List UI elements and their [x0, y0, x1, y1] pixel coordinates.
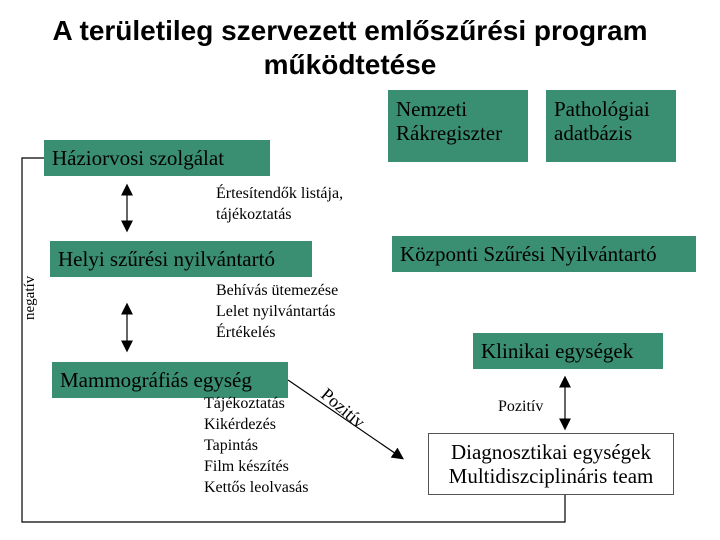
- diag-line-2: Multidiszciplináris team: [448, 464, 654, 488]
- ertesitendok-line-2: tájékoztatás: [216, 206, 292, 223]
- patho-line-1: Pathológiai: [554, 97, 650, 121]
- pozitiv-rotated-label: Pozitív: [317, 384, 370, 433]
- helyi-label: Helyi szűrési nyilvántartó: [58, 247, 275, 271]
- page-title: [30, 14, 670, 82]
- behivas-line-2: Lelet nyilvántartás: [216, 303, 336, 320]
- kozponti-label: Központi Szűrési Nyilvántartó: [400, 242, 657, 266]
- kozponti-szuresi-nyilvantarto-box: [392, 236, 696, 272]
- ertesitendok-note: [216, 183, 343, 225]
- klinikai-label: Klinikai egységek: [481, 339, 634, 363]
- haziorvosi-label: Háziorvosi szolgálat: [52, 146, 225, 170]
- diag-line-1: Diagnosztikai egységek: [450, 440, 652, 464]
- mammo-label: Mammográfiás egység: [60, 368, 252, 392]
- vizsgalat-line-3: Tapintás: [204, 437, 258, 454]
- haziorvosi-szolgalat-box: [44, 140, 270, 176]
- pathologiai-adatbazis-box: [546, 90, 676, 162]
- nemzeti-line-2: Rákregiszter: [396, 121, 503, 145]
- patho-line-2: adatbázis: [554, 121, 633, 145]
- vizsgalat-note: [204, 393, 308, 498]
- nemzeti-rakregiszter-box: [388, 90, 528, 162]
- ertesitendok-line-1: Értesítendők listája,: [216, 185, 344, 202]
- vizsgalat-line-1: Tájékoztatás: [204, 395, 285, 412]
- behivas-line-1: Behívás ütemezése: [216, 282, 339, 299]
- title-line-2: működtetése: [263, 49, 437, 80]
- pozitiv-label: Pozitív: [498, 398, 544, 415]
- vizsgalat-line-5: Kettős leolvasás: [204, 479, 309, 496]
- klinikai-egysegek-box: [473, 333, 663, 369]
- diagnosztikai-egysegek-box: [428, 433, 674, 495]
- helyi-szuresi-nyilvantarto-box: [50, 241, 312, 277]
- title-line-1: A területileg szervezett emlőszűrési program: [52, 15, 648, 46]
- behivas-note: [216, 280, 338, 343]
- negativ-label: negatív: [22, 275, 38, 320]
- nemzeti-line-1: Nemzeti: [396, 97, 468, 121]
- vizsgalat-line-2: Kikérdezés: [204, 416, 276, 433]
- vizsgalat-line-4: Film készítés: [204, 458, 289, 475]
- behivas-line-3: Értékelés: [216, 324, 276, 341]
